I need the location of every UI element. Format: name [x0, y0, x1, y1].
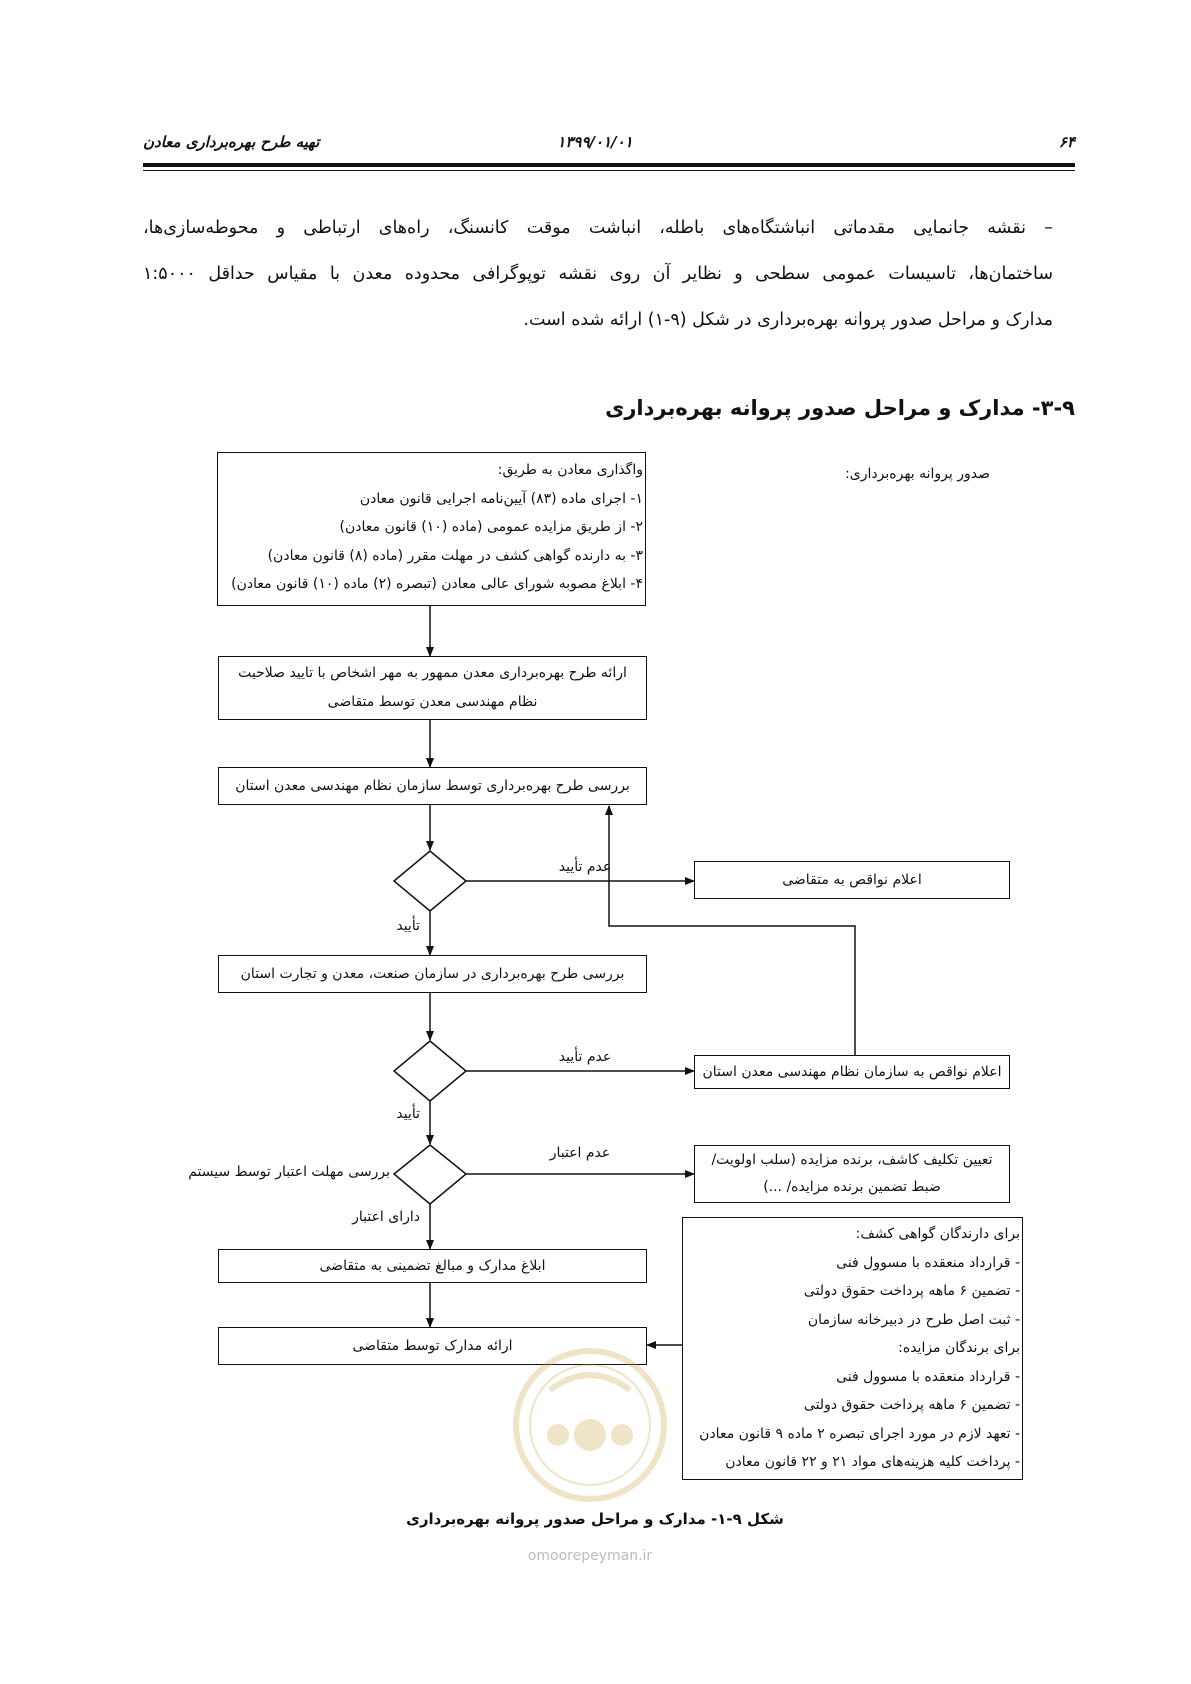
figure-caption: شکل ۹-۱- مدارک و مراحل صدور پروانه بهره‌برداری	[406, 1510, 784, 1528]
decision-diamond-3	[394, 1145, 466, 1204]
flow-top-label: صدور پروانه بهره‌برداری:	[845, 466, 990, 482]
required-docs-winners-item-2: - تضمین ۶ ماهه پرداخت حقوق دولتی	[803, 1397, 1020, 1413]
flow-box-assignment-item-3: ۳- به دارنده گواهی کشف در مهلت مقرر (ماده (۸) قانون معادن)	[267, 547, 643, 564]
flow-box-ministry-review: بررسی طرح بهره‌برداری در سازمان صنعت، معدن و تجارت استان	[218, 955, 647, 993]
flow-box-deficiency-to-organization: اعلام نواقص به سازمان نظام مهندسی معدن استان	[694, 1055, 1010, 1089]
page-number: ۶۴	[1058, 133, 1075, 151]
running-header-title: تهیه طرح بهره‌برداری معادن	[143, 133, 320, 151]
flow-box-determine-status	[694, 1145, 1010, 1203]
required-docs-discoverers-item-3: - ثبت اصل طرح در دبیرخانه سازمان	[807, 1311, 1020, 1328]
required-docs-discoverers-item-1: - قرارداد منعقده با مسوول فنی	[836, 1254, 1020, 1271]
flow-box-determine-status-line-2: ضبط تضمین برنده مزایده/ ...)	[763, 1179, 941, 1195]
flow-box-deficiency-to-applicant: اعلام نواقص به متقاضی	[694, 861, 1010, 899]
flow-box-assignment-heading: واگذاری معادن به طریق:	[497, 462, 643, 478]
edge-label-invalid: عدم اعتبار	[549, 1145, 611, 1161]
edge-label-approved-1: تأیید	[396, 918, 420, 934]
required-docs-heading-auction-winners: برای برندگان مزایده:	[898, 1340, 1020, 1356]
flow-box-assignment-item-4: ۴- ابلاغ مصوبه شورای عالی معادن (تبصره (۲) ماده (۱۰) قانون معادن)	[231, 576, 643, 592]
required-docs-heading-discoverers: برای دارندگان گواهی کشف:	[855, 1226, 1020, 1242]
flow-box-engineering-review: بررسی طرح بهره‌برداری توسط سازمان نظام مهندسی معدن استان	[218, 767, 647, 805]
watermark-seal	[480, 1340, 700, 1510]
body-paragraph-line-3: مدارک و مراحل صدور پروانه بهره‌برداری در شکل (۹-۱) ارائه شده است.	[523, 310, 1053, 330]
edge-label-valid: دارای اعتبار	[352, 1209, 420, 1225]
running-header-date: ۱۳۹۹/۰۱/۰۱	[557, 133, 633, 151]
body-paragraph-line-2: ساختمان‌ها، تاسیسات عمومی سطحی و نظایر آن روی نقشه توپوگرافی محدوده معدن با مقیاس حداقل ۱:۵۰۰۰	[143, 264, 1053, 284]
required-docs-winners-item-3: - تعهد لازم در مورد اجرای تبصره ۲ ماده ۹ قانون معادن	[699, 1425, 1020, 1442]
flow-box-notify-documents: ابلاغ مدارک و مبالغ تضمینی به متقاضی	[218, 1249, 647, 1283]
flow-box-required-documents	[682, 1217, 1023, 1480]
arrow-side2-box3	[609, 806, 855, 1055]
required-docs-discoverers-item-2: - تضمین ۶ ماهه پرداخت حقوق دولتی	[803, 1283, 1020, 1299]
decision-diamond-1	[394, 851, 466, 911]
flow-box-submit-plan-line-1: ارائه طرح بهره‌برداری معدن ممهور به مهر اشخاص با تایید صلاحیت	[238, 665, 627, 681]
flow-box-determine-status-line-1: تعیین تکلیف کاشف، برنده مزایده (سلب اولویت/	[711, 1152, 993, 1168]
flow-box-assignment-methods	[217, 452, 646, 606]
edge-label-approved-2: تأیید	[396, 1106, 420, 1122]
section-heading: ۳-۹- مدارک و مراحل صدور پروانه بهره‌برداری	[605, 396, 1075, 420]
body-paragraph-line-1: – نقشه جانمایی مقدماتی انباشتگاه‌های باطله، انباشت موقت کانسنگ، راه‌های ارتباطی و محوطه‌سازی‌ها،	[143, 218, 1053, 238]
required-docs-winners-item-1: - قرارداد منعقده با مسوول فنی	[836, 1368, 1020, 1385]
required-docs-winners-item-4: - پرداخت کلیه هزینه‌های مواد ۲۱ و ۲۲ قانون معادن	[725, 1454, 1020, 1470]
decision-diamond-2	[394, 1041, 466, 1101]
edge-label-check-validity: بررسی مهلت اعتبار توسط سیستم	[188, 1164, 390, 1180]
flow-box-assignment-item-1: ۱- اجرای ماده (۸۳) آیین‌نامه اجرایی قانون معادن	[359, 490, 643, 507]
edge-label-not-approved-2: عدم تأیید	[558, 1049, 612, 1065]
flow-box-submit-plan	[218, 656, 647, 720]
flow-box-submit-documents: ارائه مدارک توسط متقاضی	[218, 1327, 647, 1365]
watermark-url: omoorepeyman.ir	[527, 1548, 653, 1564]
flow-box-submit-plan-line-2: نظام مهندسی معدن توسط متقاضی	[327, 694, 538, 710]
edge-label-not-approved-1: عدم تأیید	[558, 859, 612, 875]
flow-box-assignment-item-2: ۲- از طریق مزایده عمومی (ماده (۱۰) قانون معادن)	[339, 519, 643, 535]
